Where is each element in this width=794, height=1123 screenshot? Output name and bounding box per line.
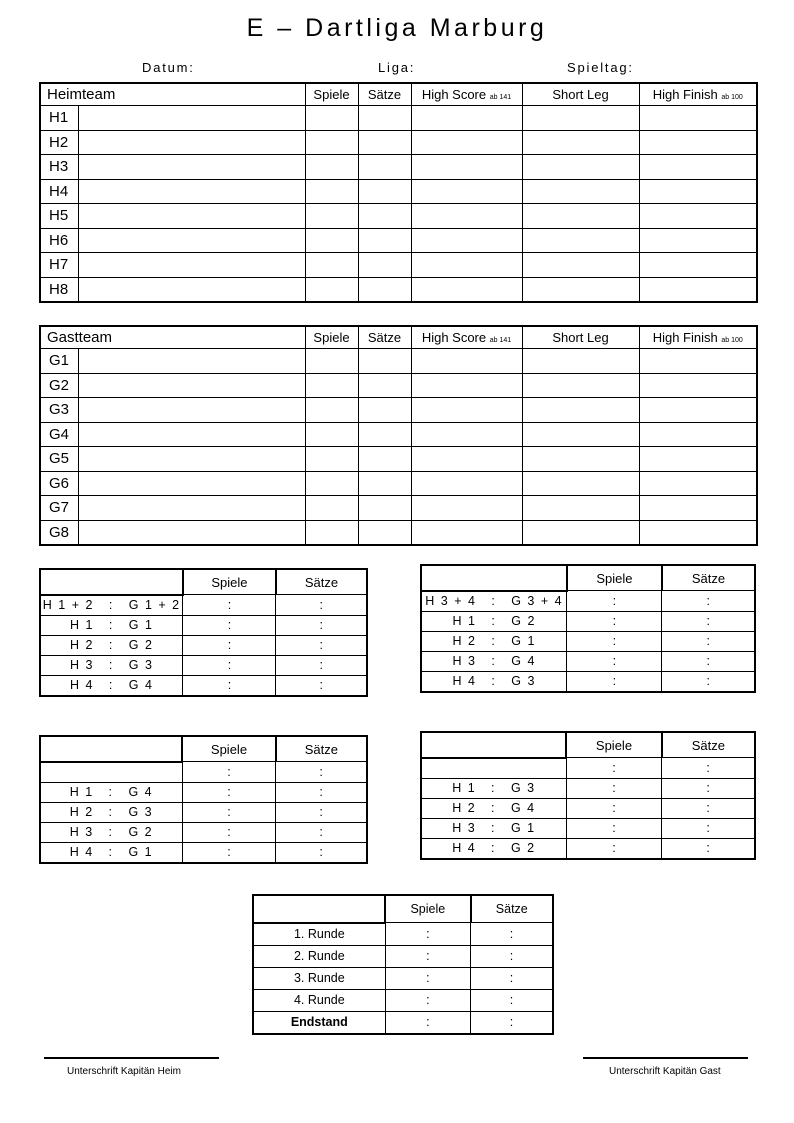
match-label: H 2 : G 2 xyxy=(40,635,183,655)
col-saetze: Sätze xyxy=(276,569,367,595)
player-name-field[interactable] xyxy=(78,349,305,374)
player-name-field[interactable] xyxy=(78,496,305,521)
saetze-score[interactable]: : xyxy=(662,838,755,859)
spiele-cell[interactable] xyxy=(305,228,358,253)
match-row xyxy=(40,842,367,863)
round-1-table xyxy=(39,568,368,697)
high-finish-label: High Finish xyxy=(652,87,718,102)
high-finish-cell[interactable] xyxy=(639,204,757,229)
match-label: H 2 : G 3 xyxy=(40,802,182,822)
saetze-score[interactable]: : xyxy=(662,591,755,612)
short-leg-cell[interactable] xyxy=(522,204,639,229)
player-name-field[interactable] xyxy=(78,179,305,204)
player-name-field[interactable] xyxy=(78,130,305,155)
table-row xyxy=(40,228,757,253)
short-leg-cell[interactable] xyxy=(522,277,639,302)
table-row xyxy=(40,373,757,398)
high-score-cell[interactable] xyxy=(411,179,522,204)
player-name-field[interactable] xyxy=(78,253,305,278)
datum-label: Datum: xyxy=(142,60,195,75)
table-row xyxy=(40,179,757,204)
saetze-score[interactable]: : xyxy=(471,1011,553,1034)
spiele-score[interactable]: : xyxy=(567,651,662,671)
saetze-cell[interactable] xyxy=(358,277,411,302)
col-spiele: Spiele xyxy=(182,736,275,762)
player-label: G6 xyxy=(40,471,78,496)
high-score-cell[interactable] xyxy=(411,471,522,496)
saetze-score[interactable]: : xyxy=(276,782,367,802)
summary-row xyxy=(253,989,553,1011)
spiele-cell[interactable] xyxy=(305,155,358,180)
match-row xyxy=(421,758,755,779)
saetze-score[interactable]: : xyxy=(471,989,553,1011)
spiele-score[interactable]: : xyxy=(567,631,662,651)
spiele-score[interactable]: : xyxy=(182,782,275,802)
short-leg-cell[interactable] xyxy=(522,179,639,204)
match-row xyxy=(421,838,755,859)
high-score-cell[interactable] xyxy=(411,130,522,155)
home-team-table xyxy=(39,82,758,303)
saetze-score[interactable]: : xyxy=(662,671,755,692)
col-saetze: Sätze xyxy=(471,895,553,923)
match-label: H 1 + 2 : G 1 + 2 xyxy=(40,595,183,616)
high-finish-label: High Finish xyxy=(652,330,718,345)
high-finish-cell[interactable] xyxy=(639,422,757,447)
high-score-cell[interactable] xyxy=(411,447,522,472)
saetze-score[interactable]: : xyxy=(276,675,367,696)
spiele-cell[interactable] xyxy=(305,277,358,302)
spiele-score[interactable]: : xyxy=(385,967,470,989)
match-row xyxy=(40,595,367,616)
match-row xyxy=(421,778,755,798)
summary-row xyxy=(253,967,553,989)
table-row xyxy=(40,155,757,180)
saetze-score[interactable]: : xyxy=(276,595,367,616)
page-title: E – Dartliga Marburg xyxy=(246,14,548,42)
match-row xyxy=(421,671,755,692)
col-spiele: Spiele xyxy=(305,83,358,106)
saetze-score[interactable]: : xyxy=(276,635,367,655)
saetze-cell[interactable] xyxy=(358,155,411,180)
table-row xyxy=(40,130,757,155)
spieltag-label: Spieltag: xyxy=(567,60,634,75)
summary-label: 4. Runde xyxy=(253,989,385,1011)
col-short-leg: Short Leg xyxy=(522,326,639,349)
spiele-score[interactable]: : xyxy=(566,818,661,838)
match-label: H 2 : G 4 xyxy=(421,798,566,818)
match-row xyxy=(421,611,755,631)
spiele-score[interactable]: : xyxy=(566,778,661,798)
high-finish-cell[interactable] xyxy=(639,349,757,374)
col-saetze: Sätze xyxy=(358,326,411,349)
col-spiele: Spiele xyxy=(183,569,276,595)
spiele-score[interactable]: : xyxy=(385,945,470,967)
saetze-score[interactable]: : xyxy=(662,758,755,779)
high-score-cell[interactable] xyxy=(411,496,522,521)
saetze-cell[interactable] xyxy=(358,520,411,545)
high-finish-cell[interactable] xyxy=(639,373,757,398)
spiele-score[interactable]: : xyxy=(385,923,470,946)
high-finish-cell[interactable] xyxy=(639,253,757,278)
match-row xyxy=(421,631,755,651)
short-leg-cell[interactable] xyxy=(522,130,639,155)
player-name-field[interactable] xyxy=(78,471,305,496)
match-label[interactable] xyxy=(421,758,566,779)
round-3-table xyxy=(39,735,368,864)
summary-row-total xyxy=(253,1011,553,1034)
match-label: H 2 : G 1 xyxy=(421,631,567,651)
col-high-finish xyxy=(639,83,757,106)
match-row xyxy=(40,822,367,842)
player-label: H3 xyxy=(40,155,78,180)
table-row xyxy=(40,520,757,545)
high-score-note: ab 141 xyxy=(489,337,512,344)
saetze-score[interactable]: : xyxy=(276,822,367,842)
spiele-cell[interactable] xyxy=(305,253,358,278)
spiele-score[interactable]: : xyxy=(566,838,661,859)
match-label: H 3 + 4 : G 3 + 4 xyxy=(421,591,567,612)
player-label: G3 xyxy=(40,398,78,423)
high-score-cell[interactable] xyxy=(411,373,522,398)
match-row xyxy=(40,762,367,783)
player-label: G2 xyxy=(40,373,78,398)
saetze-cell[interactable] xyxy=(358,106,411,131)
player-name-field[interactable] xyxy=(78,447,305,472)
spiele-score[interactable]: : xyxy=(182,762,275,783)
spiele-score[interactable]: : xyxy=(566,798,661,818)
summary-table xyxy=(252,894,554,1035)
match-label: H 3 : G 2 xyxy=(40,822,182,842)
match-row xyxy=(40,635,367,655)
match-row xyxy=(40,615,367,635)
guest-team-table xyxy=(39,325,758,546)
high-finish-cell[interactable] xyxy=(639,155,757,180)
short-leg-cell[interactable] xyxy=(522,496,639,521)
spiele-cell[interactable] xyxy=(305,422,358,447)
short-leg-cell[interactable] xyxy=(522,398,639,423)
saetze-cell[interactable] xyxy=(358,253,411,278)
high-finish-cell[interactable] xyxy=(639,471,757,496)
high-finish-cell[interactable] xyxy=(639,277,757,302)
saetze-cell[interactable] xyxy=(358,179,411,204)
col-spiele: Spiele xyxy=(305,326,358,349)
table-row xyxy=(40,277,757,302)
match-row xyxy=(421,798,755,818)
home-team-label: Heimteam xyxy=(40,83,305,106)
player-label: G5 xyxy=(40,447,78,472)
saetze-cell[interactable] xyxy=(358,471,411,496)
saetze-cell[interactable] xyxy=(358,204,411,229)
short-leg-cell[interactable] xyxy=(522,228,639,253)
saetze-cell[interactable] xyxy=(358,130,411,155)
table-header-row xyxy=(40,83,757,106)
high-score-cell[interactable] xyxy=(411,422,522,447)
spiele-score[interactable]: : xyxy=(566,758,661,779)
spiele-cell[interactable] xyxy=(305,349,358,374)
col-short-leg: Short Leg xyxy=(522,83,639,106)
spiele-score[interactable]: : xyxy=(182,822,275,842)
saetze-score[interactable]: : xyxy=(276,615,367,635)
high-finish-cell[interactable] xyxy=(639,130,757,155)
col-spiele: Spiele xyxy=(566,732,661,758)
saetze-cell[interactable] xyxy=(358,349,411,374)
player-name-field[interactable] xyxy=(78,204,305,229)
summary-row xyxy=(253,945,553,967)
spiele-score[interactable]: : xyxy=(183,635,276,655)
match-label: H 3 : G 1 xyxy=(421,818,566,838)
match-row xyxy=(40,782,367,802)
saetze-cell[interactable] xyxy=(358,447,411,472)
short-leg-cell[interactable] xyxy=(522,106,639,131)
saetze-score[interactable]: : xyxy=(662,798,755,818)
signature-label-home: Unterschrift Kapitän Heim xyxy=(67,1066,181,1077)
col-high-score xyxy=(411,83,522,106)
player-label: H6 xyxy=(40,228,78,253)
high-score-cell[interactable] xyxy=(411,253,522,278)
short-leg-cell[interactable] xyxy=(522,447,639,472)
player-name-field[interactable] xyxy=(78,398,305,423)
spiele-score[interactable]: : xyxy=(385,989,470,1011)
short-leg-cell[interactable] xyxy=(522,349,639,374)
spiele-score[interactable]: : xyxy=(567,611,662,631)
player-name-field[interactable] xyxy=(78,228,305,253)
saetze-score[interactable]: : xyxy=(471,945,553,967)
spiele-cell[interactable] xyxy=(305,520,358,545)
spiele-score[interactable]: : xyxy=(567,591,662,612)
high-score-cell[interactable] xyxy=(411,228,522,253)
saetze-cell[interactable] xyxy=(358,496,411,521)
signature-line-guest[interactable] xyxy=(583,1057,748,1059)
match-row xyxy=(40,655,367,675)
player-label: H4 xyxy=(40,179,78,204)
col-high-finish xyxy=(639,326,757,349)
match-row xyxy=(40,802,367,822)
table-row xyxy=(40,422,757,447)
col-saetze: Sätze xyxy=(276,736,367,762)
short-leg-cell[interactable] xyxy=(522,520,639,545)
high-finish-cell[interactable] xyxy=(639,520,757,545)
table-row xyxy=(40,496,757,521)
match-label: H 3 : G 4 xyxy=(421,651,567,671)
match-row xyxy=(40,675,367,696)
spiele-score[interactable]: : xyxy=(567,671,662,692)
high-finish-cell[interactable] xyxy=(639,106,757,131)
spiele-cell[interactable] xyxy=(305,471,358,496)
round-2-table xyxy=(420,564,756,693)
high-score-cell[interactable] xyxy=(411,520,522,545)
high-score-cell[interactable] xyxy=(411,204,522,229)
player-label: H1 xyxy=(40,106,78,131)
summary-label: 1. Runde xyxy=(253,923,385,946)
player-label: G7 xyxy=(40,496,78,521)
saetze-cell[interactable] xyxy=(358,398,411,423)
high-score-cell[interactable] xyxy=(411,155,522,180)
table-row xyxy=(40,253,757,278)
col-saetze: Sätze xyxy=(358,83,411,106)
saetze-score[interactable]: : xyxy=(662,818,755,838)
match-label: H 4 : G 4 xyxy=(40,675,183,696)
high-score-cell[interactable] xyxy=(411,398,522,423)
player-name-field[interactable] xyxy=(78,106,305,131)
saetze-score[interactable]: : xyxy=(276,762,367,783)
col-spiele: Spiele xyxy=(567,565,662,591)
signature-line-home[interactable] xyxy=(44,1057,219,1059)
player-name-field[interactable] xyxy=(78,422,305,447)
saetze-cell[interactable] xyxy=(358,228,411,253)
match-label: H 1 : G 1 xyxy=(40,615,183,635)
match-label: H 1 : G 3 xyxy=(421,778,566,798)
spiele-score[interactable]: : xyxy=(385,1011,470,1034)
player-label: H7 xyxy=(40,253,78,278)
saetze-score[interactable]: : xyxy=(662,631,755,651)
spiele-cell[interactable] xyxy=(305,106,358,131)
player-label: G4 xyxy=(40,422,78,447)
high-finish-cell[interactable] xyxy=(639,447,757,472)
match-label: H 4 : G 3 xyxy=(421,671,567,692)
saetze-score[interactable]: : xyxy=(662,651,755,671)
high-score-cell[interactable] xyxy=(411,277,522,302)
short-leg-cell[interactable] xyxy=(522,373,639,398)
short-leg-cell[interactable] xyxy=(522,422,639,447)
summary-label: 2. Runde xyxy=(253,945,385,967)
col-saetze: Sätze xyxy=(662,732,755,758)
spiele-score[interactable]: : xyxy=(183,615,276,635)
table-row xyxy=(40,204,757,229)
player-label: G8 xyxy=(40,520,78,545)
match-label: H 1 : G 2 xyxy=(421,611,567,631)
summary-label: 3. Runde xyxy=(253,967,385,989)
col-high-score xyxy=(411,326,522,349)
guest-team-label: Gastteam xyxy=(40,326,305,349)
spiele-score[interactable]: : xyxy=(183,655,276,675)
match-row xyxy=(421,651,755,671)
short-leg-cell[interactable] xyxy=(522,471,639,496)
high-score-cell[interactable] xyxy=(411,106,522,131)
saetze-score[interactable]: : xyxy=(471,967,553,989)
table-row xyxy=(40,106,757,131)
summary-row xyxy=(253,923,553,946)
player-label: H5 xyxy=(40,204,78,229)
high-score-label: High Score xyxy=(421,87,487,102)
high-score-note: ab 141 xyxy=(489,94,512,101)
signature-label-guest: Unterschrift Kapitän Gast xyxy=(609,1066,721,1077)
short-leg-cell[interactable] xyxy=(522,155,639,180)
match-label: H 3 : G 3 xyxy=(40,655,183,675)
spiele-score[interactable]: : xyxy=(183,675,276,696)
player-name-field[interactable] xyxy=(78,520,305,545)
high-finish-cell[interactable] xyxy=(639,398,757,423)
spiele-cell[interactable] xyxy=(305,398,358,423)
player-label: H2 xyxy=(40,130,78,155)
match-row xyxy=(421,591,755,612)
spiele-cell[interactable] xyxy=(305,204,358,229)
player-label: H8 xyxy=(40,277,78,302)
player-name-field[interactable] xyxy=(78,373,305,398)
high-finish-note: ab 100 xyxy=(721,337,743,344)
saetze-score[interactable]: : xyxy=(471,923,553,946)
high-finish-cell[interactable] xyxy=(639,179,757,204)
total-label: Endstand xyxy=(253,1011,385,1034)
spiele-score[interactable]: : xyxy=(183,595,276,616)
spiele-cell[interactable] xyxy=(305,496,358,521)
match-label: H 4 : G 1 xyxy=(40,842,182,863)
high-score-cell[interactable] xyxy=(411,349,522,374)
match-label: H 4 : G 2 xyxy=(421,838,566,859)
match-label[interactable] xyxy=(40,762,182,783)
saetze-score[interactable]: : xyxy=(662,611,755,631)
spiele-cell[interactable] xyxy=(305,373,358,398)
player-name-field[interactable] xyxy=(78,277,305,302)
saetze-score[interactable]: : xyxy=(276,802,367,822)
table-header-row xyxy=(40,326,757,349)
high-finish-cell[interactable] xyxy=(639,228,757,253)
spiele-score[interactable]: : xyxy=(182,842,275,863)
player-name-field[interactable] xyxy=(78,155,305,180)
liga-label: Liga: xyxy=(378,60,416,75)
table-row xyxy=(40,447,757,472)
saetze-score[interactable]: : xyxy=(276,842,367,863)
high-finish-cell[interactable] xyxy=(639,496,757,521)
table-row xyxy=(40,471,757,496)
match-row xyxy=(421,818,755,838)
spiele-cell[interactable] xyxy=(305,130,358,155)
match-label: H 1 : G 4 xyxy=(40,782,182,802)
round-4-table xyxy=(420,731,756,860)
col-spiele: Spiele xyxy=(385,895,470,923)
saetze-cell[interactable] xyxy=(358,373,411,398)
saetze-cell[interactable] xyxy=(358,422,411,447)
spiele-cell[interactable] xyxy=(305,179,358,204)
saetze-score[interactable]: : xyxy=(276,655,367,675)
spiele-cell[interactable] xyxy=(305,447,358,472)
spiele-score[interactable]: : xyxy=(182,802,275,822)
col-saetze: Sätze xyxy=(662,565,755,591)
short-leg-cell[interactable] xyxy=(522,253,639,278)
high-finish-note: ab 100 xyxy=(721,94,743,101)
table-row xyxy=(40,398,757,423)
saetze-score[interactable]: : xyxy=(662,778,755,798)
table-row xyxy=(40,349,757,374)
player-label: G1 xyxy=(40,349,78,374)
high-score-label: High Score xyxy=(421,330,487,345)
